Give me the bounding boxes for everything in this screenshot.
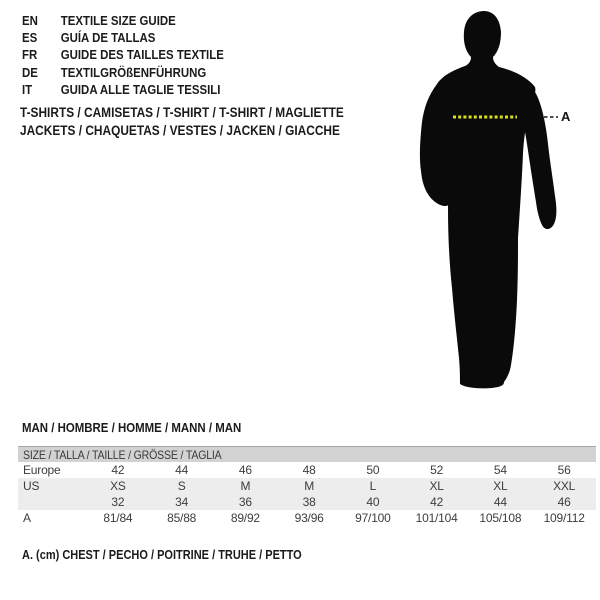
size-cell: 42	[405, 494, 469, 510]
measurement-footnote: A. (cm) CHEST / PECHO / POITRINE / TRUHE / PETTO	[22, 548, 302, 562]
size-cell: 32	[86, 494, 150, 510]
size-cell: 101/104	[415, 511, 458, 525]
man-measurement-figure	[400, 8, 585, 400]
language-code: ES	[22, 30, 38, 46]
language-code: EN	[22, 13, 38, 28]
size-cell: 46	[532, 494, 596, 510]
table-row-us	[18, 478, 596, 494]
size-cell: XL	[405, 478, 469, 494]
language-row-fr	[22, 46, 224, 63]
table-row-chest-a	[18, 510, 596, 526]
gender-section-heading: MAN / HOMBRE / HOMME / MANN / MAN	[22, 420, 242, 435]
language-code: DE	[22, 64, 38, 80]
measure-label-a: A	[561, 109, 571, 124]
language-code: FR	[22, 47, 38, 63]
size-cell: 34	[150, 494, 214, 510]
language-label: GUIDE DES TAILLES TEXTILE	[60, 47, 224, 63]
language-list	[22, 12, 251, 98]
size-cell: 89/92	[230, 511, 260, 525]
size-cell: 42	[111, 463, 125, 477]
table-row-numeric	[18, 494, 596, 510]
size-cell: 44	[175, 463, 189, 477]
row-label	[18, 494, 86, 510]
size-cell: 44	[469, 494, 533, 510]
language-label: GUIDA ALLE TAGLIE TESSILI	[60, 81, 221, 97]
size-cell: S	[150, 478, 214, 494]
category-line-jackets: JACKETS / CHAQUETAS / VESTES / JACKEN / GIACCHE	[20, 123, 340, 138]
size-cell: 109/112	[543, 511, 585, 525]
size-cell: 93/96	[294, 511, 324, 525]
language-row-de	[22, 64, 224, 81]
size-table	[18, 446, 596, 526]
size-cell: 97/100	[355, 511, 391, 525]
language-label: GUÍA DE TALLAS	[60, 30, 156, 46]
size-cell: M	[277, 478, 341, 494]
size-cell: 81/84	[103, 511, 133, 525]
size-cell: 46	[238, 463, 252, 477]
size-cell: 36	[214, 494, 278, 510]
size-cell: 40	[341, 494, 405, 510]
size-cell: 105/108	[479, 511, 522, 525]
language-row-es	[22, 29, 224, 46]
language-row-it	[22, 81, 224, 98]
language-code: IT	[22, 81, 33, 97]
size-cell: 52	[430, 463, 444, 477]
size-cell: 48	[302, 463, 316, 477]
size-table-header-row	[18, 447, 596, 463]
size-cell: 38	[277, 494, 341, 510]
row-label: Europe	[23, 463, 61, 477]
size-cell: M	[214, 478, 278, 494]
size-cell: 54	[493, 463, 507, 477]
language-label: TEXTILE SIZE GUIDE	[60, 13, 176, 28]
language-label: TEXTILGRÖßENFÜHRUNG	[60, 64, 207, 80]
size-table-header: SIZE / TALLA / TAILLE / GRÖSSE / TAGLIA	[18, 447, 596, 463]
size-cell: XS	[86, 478, 150, 494]
table-row-europe	[18, 462, 596, 478]
row-label: US	[18, 478, 86, 494]
size-cell: 85/88	[167, 511, 197, 525]
row-label: A	[23, 511, 31, 525]
man-silhouette	[400, 8, 565, 400]
language-row-en	[22, 12, 224, 29]
size-cell: L	[341, 478, 405, 494]
size-cell: XXL	[532, 478, 596, 494]
silhouette-body	[420, 11, 535, 388]
size-cell: 50	[366, 463, 380, 477]
category-line-tshirts: T-SHIRTS / CAMISETAS / T-SHIRT / T-SHIRT / MAGLIETTE	[20, 105, 344, 120]
size-cell: 56	[557, 463, 571, 477]
size-cell: XL	[469, 478, 533, 494]
